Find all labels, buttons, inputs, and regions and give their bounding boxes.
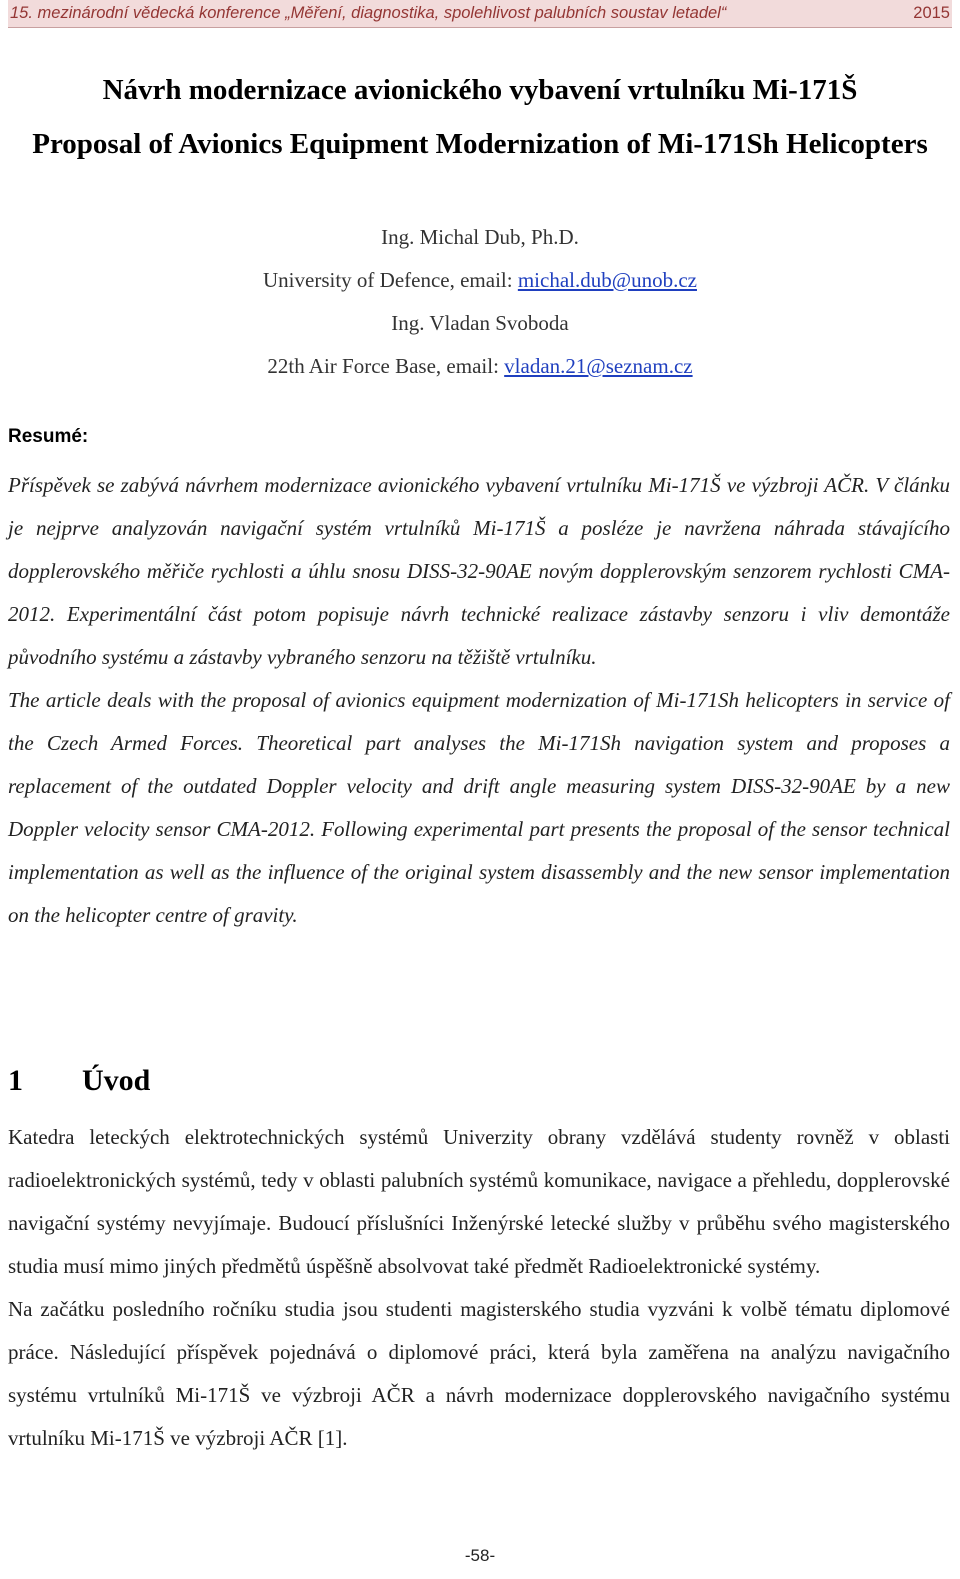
section-heading [8,1064,150,1098]
author2-affiliation [0,345,960,388]
abstract-czech: Příspěvek se zabývá návrhem modernizace avionického vybavení vrtulníku Mi-171Š ve výzbroji AČR. V článku je nejprve analyzován navigační systém vrtulníků Mi-171Š a posléze je navržena náhrada stávajícího dopplerovského měřiče rychlosti a úhlu snosu DISS-32-90AE novým dopplerovským senzorem rychlosti CMA-2012. Experimentální část potom popisuje návrh technické realizace zástavby senzoru i vliv demontáže původního systému a zástavby vybraného senzoru na těžiště vrtulníku. [8,473,950,669]
author-block [0,216,960,388]
author1-affiliation [0,259,960,302]
abstract-english: The article deals with the proposal of avionics equipment modernization of Mi-171Sh helicopters in service of the Czech Armed Forces. Theoretical part analyses the Mi-171Sh navigation system and proposes a replacement of the outdated Doppler velocity and drift angle measuring system DISS-32-90AE by a new Doppler velocity sensor CMA-2012. Following experimental part presents the proposal of the sensor technical implementation as well as the influence of the original system disassembly and the new sensor implementation on the helicopter centre of gravity. [8,688,950,927]
running-header [8,0,952,28]
resume-heading: Resumé: [8,426,89,447]
abstract [8,464,950,937]
author2-affil-text: 22th Air Force Base, email: [267,354,505,378]
title-czech: Návrh modernizace avionického vybavení vrtulníku Mi-171Š [102,74,858,106]
author2-email-link[interactable]: vladan.21@seznam.cz [504,354,693,378]
author1-affil-text: University of Defence, email: [263,268,518,292]
title-english: Proposal of Avionics Equipment Modernization of Mi-171Sh Helicopters [32,128,928,160]
body-paragraph-1: Katedra leteckých elektrotechnických systémů Univerzity obrany vzdělává studenty rovněž v oblasti radioelektronických systémů, tedy v oblasti palubních systémů komunikace, navigace a přehledu, dopplerovské navigační systémy nevyjímaje. Budoucí příslušníci Inženýrské letecké služby v průběhu svého magisterského studia musí mimo jiných předmětů úspěšně absolvovat také předmět Radioelektronické systémy. [8,1125,950,1278]
section-number: 1 [8,1064,23,1097]
conference-name: 15. mezinárodní vědecká konference „Měření, diagnostika, spolehlivost palubních soustav letadel“ [10,4,727,22]
author1-email-link[interactable]: michal.dub@unob.cz [517,268,697,292]
author1-name: Ing. Michal Dub, Ph.D. [381,225,579,249]
author2-name: Ing. Vladan Svoboda [391,311,569,335]
body-text [8,1116,950,1460]
page-number: -58- [464,1546,496,1565]
body-paragraph-2: Na začátku posledního ročníku studia jsou studenti magisterského studia vyzváni k volbě tématu diplomové práce. Následující příspěvek pojednává o diplomové práci, která byla zaměřena na analýzu navigačního systému vrtulníků Mi-171Š ve výzbroji AČR a návrh modernizace dopplerovského navigačního systému vrtulníku Mi-171Š ve výzbroji AČR [1]. [8,1297,950,1450]
section-title: Úvod [82,1064,151,1097]
conference-year: 2015 [913,4,950,22]
